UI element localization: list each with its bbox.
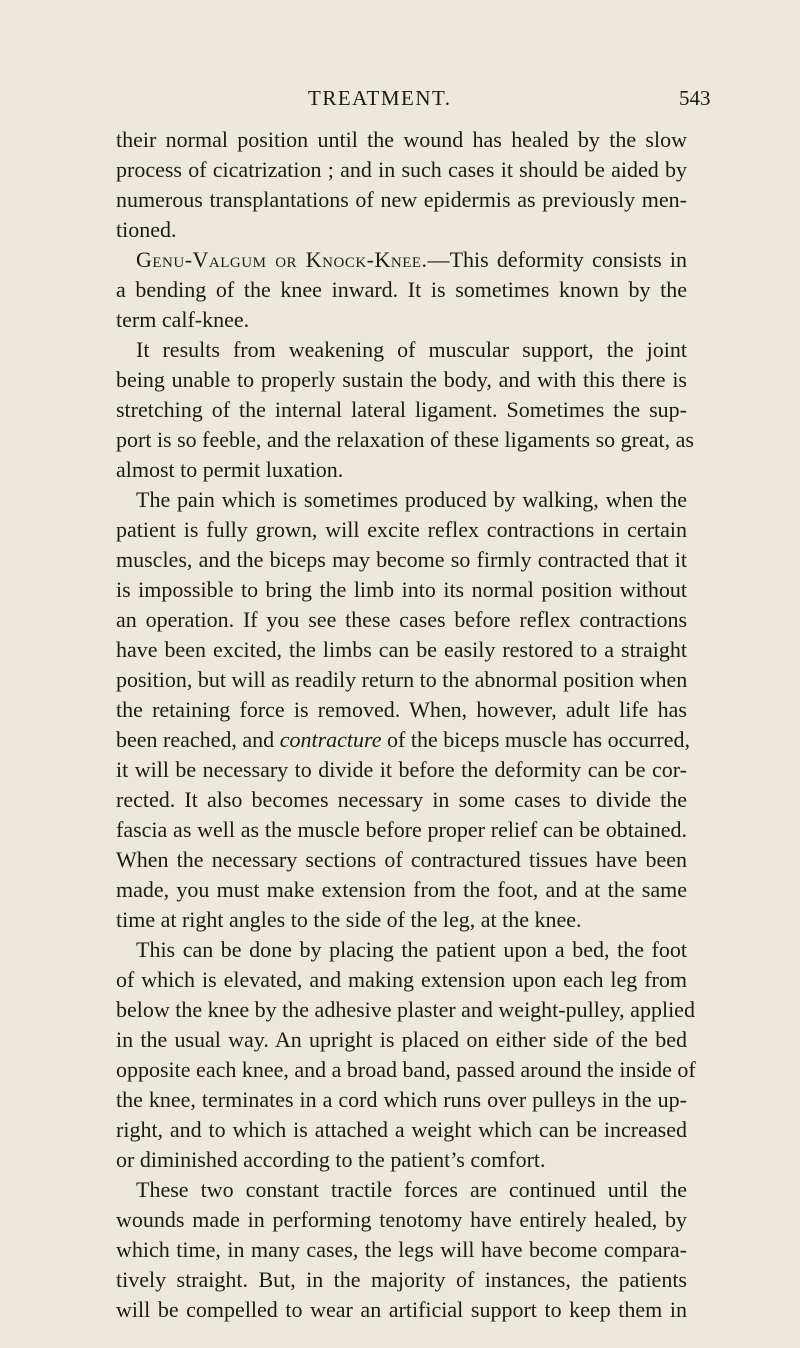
text-span: —This deformity consists in xyxy=(427,247,688,272)
page-number: 543 xyxy=(679,86,711,110)
text-line: It results from weakening of muscular support, the joint xyxy=(136,337,687,362)
text-line: wounds made in performing tenotomy have entirely healed, by xyxy=(116,1207,687,1232)
italic-term: contracture xyxy=(279,727,382,752)
text-line xyxy=(136,245,687,275)
text-line: almost to permit luxation. xyxy=(116,457,344,482)
page-header xyxy=(0,86,800,116)
text-line: their normal position until the wound has healed by the slow xyxy=(116,127,687,152)
text-line: have been excited, the limbs can be easily restored to a straight xyxy=(116,637,687,662)
text-line: rected. It also becomes necessary in some cases to divide the xyxy=(116,787,687,812)
text-line: muscles, and the biceps may become so firmly contracted that it xyxy=(116,547,687,572)
text-line: of which is elevated, and making extension upon each leg from xyxy=(116,967,687,992)
text-line: or diminished according to the patient’s comfort. xyxy=(116,1147,546,1172)
text-line: will be compelled to wear an artificial support to keep them in xyxy=(116,1297,687,1322)
text-line: This can be done by placing the patient upon a bed, the foot xyxy=(136,937,687,962)
text-line: which time, in many cases, the legs will have become compara- xyxy=(116,1237,687,1262)
text-line: fascia as well as the muscle before proper relief can be obtained. xyxy=(116,817,687,842)
text-line: tively straight. But, in the majority of instances, the patients xyxy=(116,1267,687,1292)
text-line: it will be necessary to divide it before the deformity can be cor- xyxy=(116,757,687,782)
text-line: a bending of the knee inward. It is sometimes known by the xyxy=(116,277,687,302)
text-line: stretching of the internal lateral ligament. Sometimes the sup- xyxy=(116,397,687,422)
text-line: position, but will as readily return to the abnormal position when xyxy=(116,667,688,692)
text-span: of the biceps muscle has occurred, xyxy=(381,727,691,752)
text-line: process of cicatrization ; and in such cases it should be aided by xyxy=(116,157,687,182)
text-line: time at right angles to the side of the leg, at the knee. xyxy=(116,907,582,932)
text-span: been reached, and xyxy=(116,727,280,752)
text-line: tioned. xyxy=(116,217,177,242)
text-line: the knee, terminates in a cord which runs over pulleys in the up- xyxy=(116,1087,687,1112)
text-line xyxy=(116,725,691,755)
text-line: is impossible to bring the limb into its normal position without xyxy=(116,577,687,602)
text-line: When the necessary sections of contractured tissues have been xyxy=(116,847,687,872)
text-line: in the usual way. An upright is placed on either side of the bed xyxy=(116,1027,687,1052)
section-heading: Genu-Valgum or Knock-Knee. xyxy=(136,247,428,272)
text-line: right, and to which is attached a weight which can be increased xyxy=(116,1117,687,1142)
text-line: numerous transplantations of new epidermis as previously men- xyxy=(116,187,687,212)
text-line: The pain which is sometimes produced by walking, when the xyxy=(136,487,687,512)
text-line: being unable to properly sustain the body, and with this there is xyxy=(116,367,687,392)
text-line: made, you must make extension from the foot, and at the same xyxy=(116,877,687,902)
text-line: the retaining force is removed. When, however, adult life has xyxy=(116,697,687,722)
text-line: opposite each knee, and a broad band, passed around the inside of xyxy=(116,1057,696,1082)
running-title: TREATMENT. xyxy=(308,86,452,110)
text-line: an operation. If you see these cases before reflex contractions xyxy=(116,607,687,632)
text-line: patient is fully grown, will excite reflex contractions in certain xyxy=(116,517,687,542)
text-line: port is so feeble, and the relaxation of these ligaments so great, as xyxy=(116,427,694,452)
text-line: below the knee by the adhesive plaster and weight-pulley, applied xyxy=(116,997,695,1022)
text-line: These two constant tractile forces are continued until the xyxy=(136,1177,687,1202)
text-line: term calf-knee. xyxy=(116,307,250,332)
